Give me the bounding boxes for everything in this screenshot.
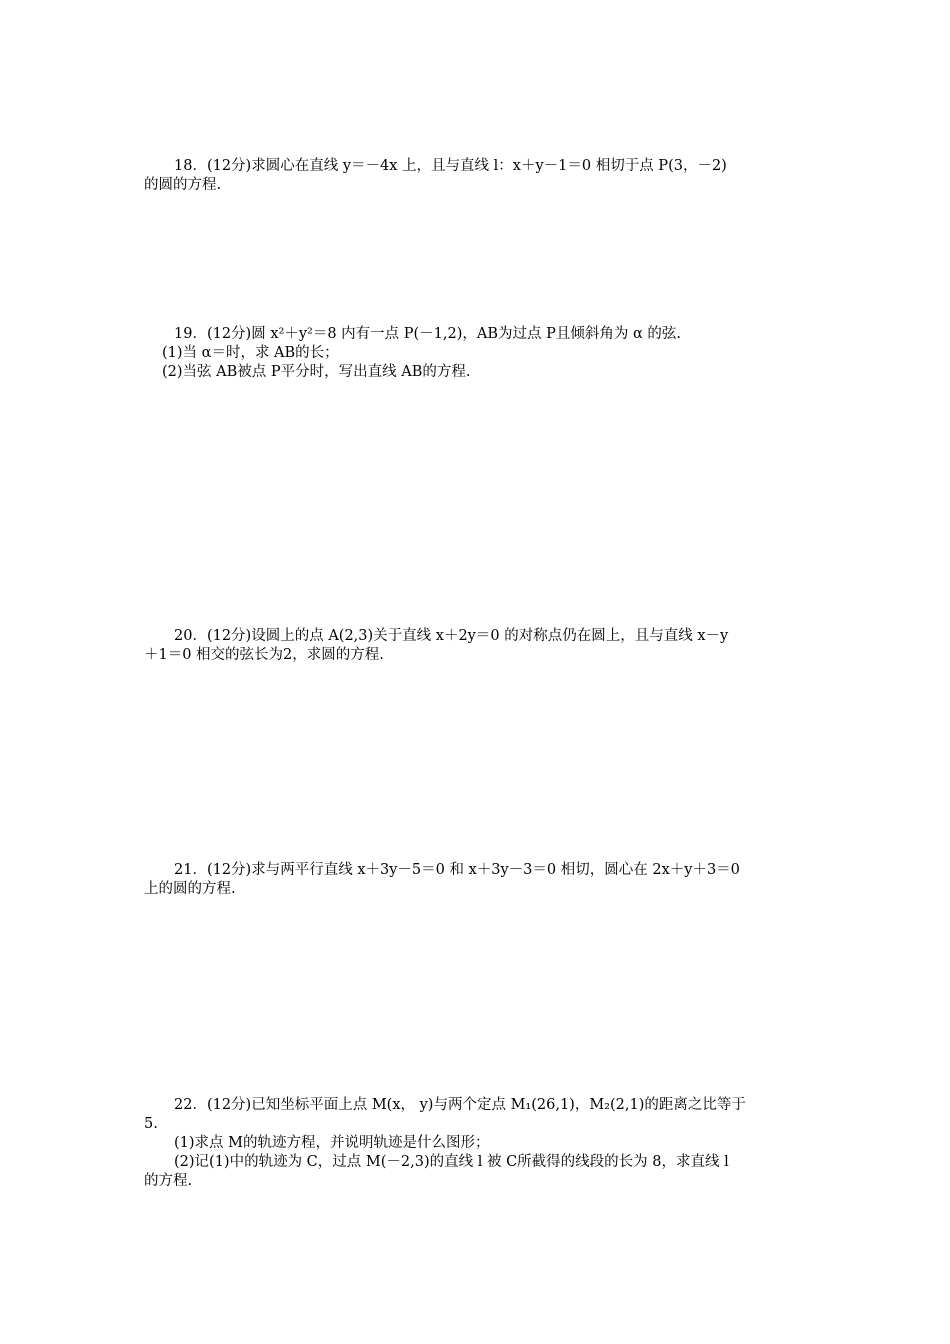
problem-20-line-2: ＋1＝0 相交的弦长为2，求圆的方程.	[144, 647, 384, 663]
problem-18	[144, 157, 812, 195]
problem-19-part-2: (2)当弦 AB被点 P平分时，写出直线 AB的方程.	[162, 364, 471, 380]
problem-22-line-5: 的方程.	[144, 1173, 193, 1189]
problem-19	[144, 325, 812, 382]
problem-19-line-1: 19．(12分)圆 x²＋y²＝8 内有一点 P(－1,2)，AB为过点 P且倾斜角为 α 的弦.	[174, 326, 682, 342]
problem-22-part-1: (1)求点 M的轨迹方程，并说明轨迹是什么图形；	[174, 1135, 490, 1151]
problem-22-line-1: 22．(12分)已知坐标平面上点 M(x， y)与两个定点 M₁(26,1)，M₂(2,1)的距离之比等于	[174, 1097, 746, 1113]
problem-19-part-1: (1)当 α＝时，求 AB的长；	[162, 345, 339, 361]
problem-22-line-2: 5.	[144, 1116, 158, 1132]
problem-20	[144, 627, 812, 665]
problem-20-line-1: 20．(12分)设圆上的点 A(2,3)关于直线 x＋2y＝0 的对称点仍在圆上，且与直线 x－y	[174, 628, 729, 644]
problem-21	[144, 861, 812, 899]
problem-22-part-2: (2)记(1)中的轨迹为 C，过点 M(－2,3)的直线 l 被 C所截得的线段的长为 8，求直线 l	[174, 1154, 729, 1170]
problem-18-line-2: 的圆的方程.	[144, 177, 222, 193]
problem-21-line-1: 21．(12分)求与两平行直线 x＋3y－5＝0 和 x＋3y－3＝0 相切，圆心在 2x＋y＋3＝0	[174, 862, 740, 878]
problem-18-line-1: 18．(12分)求圆心在直线 y＝－4x 上，且与直线 l：x＋y－1＝0 相切于点 P(3，－2)	[174, 158, 727, 174]
problem-22	[144, 1096, 812, 1191]
problem-21-line-2: 上的圆的方程.	[144, 881, 236, 897]
